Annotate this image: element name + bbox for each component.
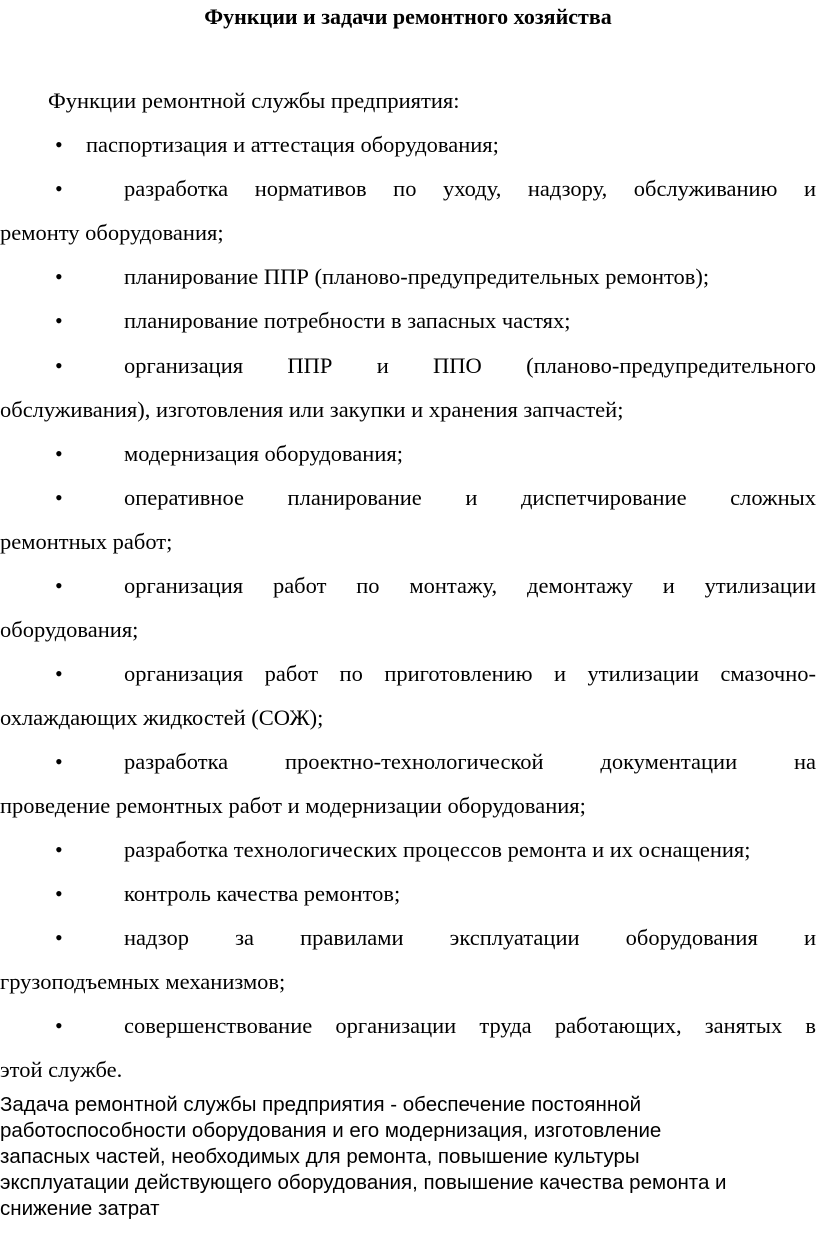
- list-item-text: разработка технологических процессов ремонта и их оснащения;: [124, 837, 751, 862]
- closing-paragraph: [0, 1092, 816, 1222]
- bullet-icon: •: [55, 441, 63, 466]
- bullet-icon: •: [55, 837, 63, 862]
- list-item-text-continued: ремонту оборудования;: [0, 220, 224, 245]
- list-item-text: совершенствование организации труда работающих, занятых в: [124, 1013, 816, 1038]
- bullet-icon: •: [55, 749, 63, 774]
- list-item-text: организация работ по приготовлению и утилизации смазочно-: [124, 661, 816, 686]
- list-item-text: разработка нормативов по уходу, надзору, обслуживанию и: [124, 176, 816, 201]
- list-item-text-continued: охлаждающих жидкостей (СОЖ);: [0, 705, 324, 730]
- list-item-text-continued: ремонтных работ;: [0, 529, 173, 554]
- bullet-icon: •: [55, 132, 63, 157]
- bullet-icon: •: [55, 661, 63, 686]
- list-item-text: планирование ППР (планово-предупредительных ремонтов);: [124, 264, 710, 289]
- bullet-icon: •: [55, 308, 63, 333]
- list-item-text: планирование потребности в запасных частях;: [124, 308, 571, 333]
- list-item-text: модернизация оборудования;: [124, 441, 403, 466]
- page-title: Функции и задачи ремонтного хозяйства: [204, 4, 612, 29]
- list-item-text: организация ППР и ППО (планово-предупредительного: [124, 353, 816, 378]
- bullet-icon: •: [55, 264, 63, 289]
- bullet-icon: •: [55, 353, 63, 378]
- list-item-text: паспортизация и аттестация оборудования;: [86, 132, 499, 157]
- intro-text: Функции ремонтной службы предприятия:: [48, 88, 460, 113]
- list-item-text-continued: обслуживания), изготовления или закупки и хранения запчастей;: [0, 397, 624, 422]
- list-item-text: разработка проектно-технологической документации на: [124, 749, 816, 774]
- list-item-text-continued: этой службе.: [0, 1057, 123, 1082]
- closing-line: работоспособности оборудования и его модернизация, изготовление: [0, 1119, 662, 1142]
- closing-line: снижение затрат: [0, 1197, 160, 1220]
- list-item-text: контроль качества ремонтов;: [124, 881, 401, 906]
- list-item-text-continued: проведение ремонтных работ и модернизации оборудования;: [0, 793, 586, 818]
- list-item-text: оперативное планирование и диспетчирование сложных: [124, 485, 816, 510]
- closing-line: эксплуатации действующего оборудования, повышение качества ремонта и: [0, 1171, 727, 1194]
- list-item-text-continued: оборудования;: [0, 617, 139, 642]
- bullet-icon: •: [55, 1013, 63, 1038]
- bullet-icon: •: [55, 881, 63, 906]
- bullet-icon: •: [55, 925, 63, 950]
- closing-line: Задача ремонтной службы предприятия - обеспечение постоянной: [0, 1093, 642, 1116]
- list-item-text: организация работ по монтажу, демонтажу и утилизации: [124, 573, 816, 598]
- list-item-text-continued: грузоподъемных механизмов;: [0, 969, 286, 994]
- bullet-icon: •: [55, 176, 63, 201]
- closing-line: запасных частей, необходимых для ремонта, повышение культуры: [0, 1145, 640, 1168]
- bullet-icon: •: [55, 485, 63, 510]
- list-item-text: надзор за правилами эксплуатации оборудования и: [124, 925, 816, 950]
- bullet-icon: •: [55, 573, 63, 598]
